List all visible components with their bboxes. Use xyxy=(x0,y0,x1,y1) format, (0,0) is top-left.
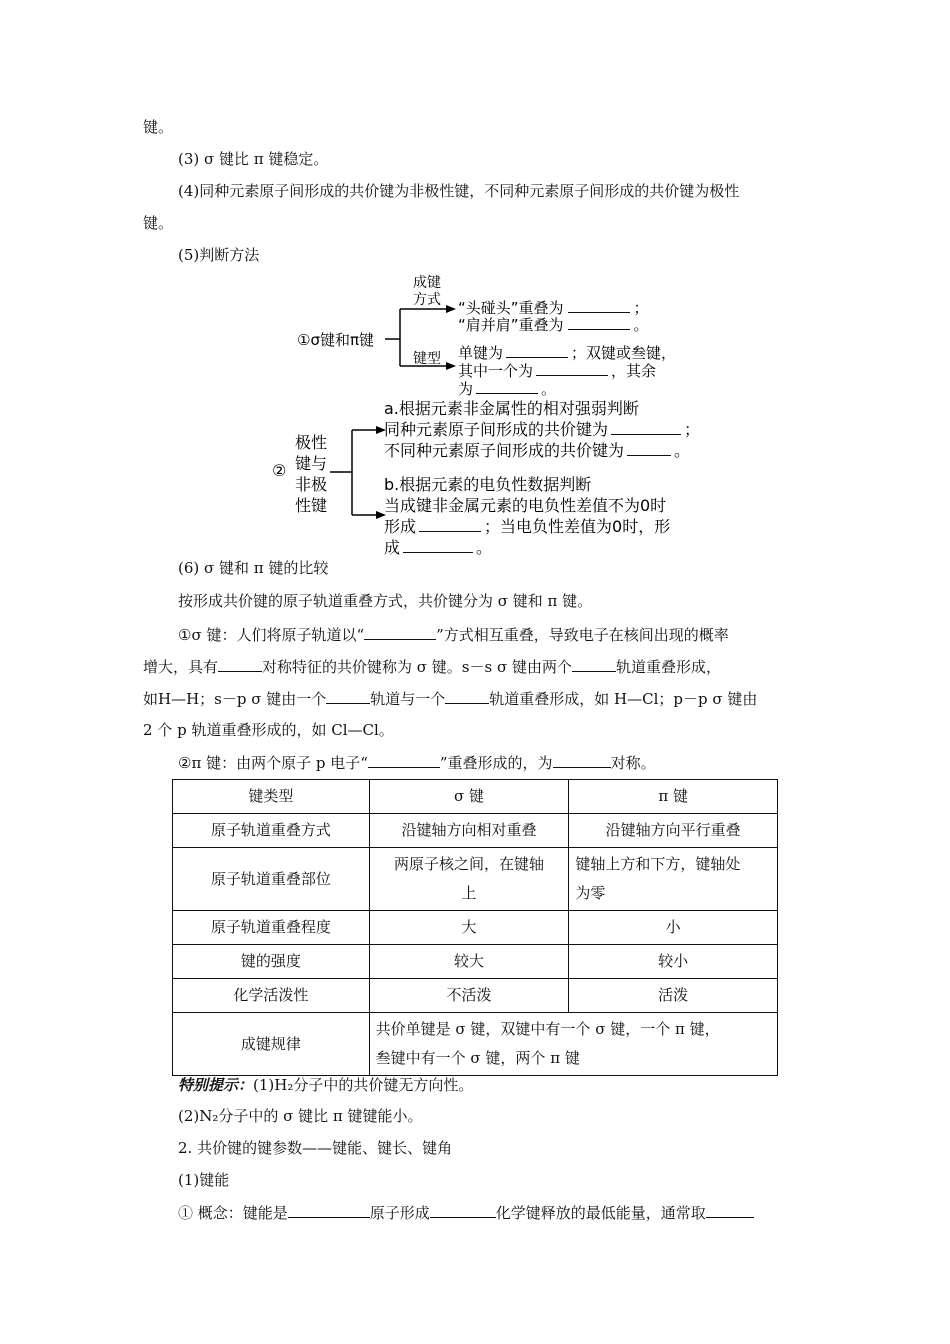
text-line: 按形成共价键的原子轨道重叠方式，共价键分为 σ 键和 π 键。 xyxy=(178,592,593,610)
answer-blank[interactable] xyxy=(288,1202,370,1218)
table-row xyxy=(173,979,778,1013)
diagram-line: 当成键非金属元素的电负性差值不为0时 xyxy=(384,496,667,515)
table-row xyxy=(173,814,778,848)
polar-label: 非极 xyxy=(295,475,328,494)
answer-blank[interactable] xyxy=(364,624,436,640)
table-cell: 共价单键是 σ 键，双键中有一个 σ 键，一个 π 键， 叁键中有一个 σ 键，两个 π 键 xyxy=(369,1013,777,1076)
table-cell: 活泼 xyxy=(569,979,778,1013)
answer-blank[interactable] xyxy=(430,1202,496,1218)
diagram-line: “肩并肩”重叠为 。 xyxy=(458,316,649,334)
text-line: (5)判断方法 xyxy=(178,246,260,264)
table-cell: 小 xyxy=(569,911,778,945)
table-row xyxy=(173,1013,778,1076)
answer-blank[interactable] xyxy=(218,656,262,672)
text-line: 2 个 p 轨道重叠形成的，如 Cl—Cl。 xyxy=(143,721,394,739)
answer-blank[interactable] xyxy=(326,688,370,704)
table-cell: 沿键轴方向相对重叠 xyxy=(369,814,569,848)
table-header: 键类型 xyxy=(173,780,370,814)
tip-label: 特别提示： xyxy=(178,1076,254,1094)
answer-blank[interactable] xyxy=(445,688,489,704)
table-cell: 键的强度 xyxy=(173,945,370,979)
table-header: σ 键 xyxy=(369,780,569,814)
text-line: (4)同种元素原子间形成的共价键为非极性键，不同种元素原子间形成的共价键为极性 xyxy=(178,182,740,200)
table-cell: 较大 xyxy=(369,945,569,979)
table-row xyxy=(173,911,778,945)
bond-mode-label: 成键 xyxy=(413,275,441,291)
answer-blank[interactable] xyxy=(506,342,568,358)
table-cell: 不活泼 xyxy=(369,979,569,1013)
text-line: (1)键能 xyxy=(178,1171,230,1189)
polar-label: 键与 xyxy=(295,454,328,473)
table-cell: 键轴上方和下方，键轴处 为零 xyxy=(569,848,778,911)
bond-mode-label: 方式 xyxy=(413,292,441,308)
text-line: (2)N₂分子中的 σ 键比 π 键键能小。 xyxy=(178,1107,423,1125)
text-line: ②π 键：由两个原子 p 电子“ ”重叠形成的，为 对称。 xyxy=(178,754,656,772)
section-title: (6) σ 键和 π 键的比较 xyxy=(178,559,329,577)
answer-blank[interactable] xyxy=(368,752,440,768)
answer-blank[interactable] xyxy=(706,1202,754,1218)
answer-blank[interactable] xyxy=(568,314,630,330)
table-cell: 化学活泼性 xyxy=(173,979,370,1013)
answer-blank[interactable] xyxy=(572,656,616,672)
diagram-line: 形成 ；当电负性差值为0时，形 xyxy=(384,517,671,536)
table-row xyxy=(173,848,778,911)
answer-blank[interactable] xyxy=(403,537,473,553)
table-header: π 键 xyxy=(569,780,778,814)
answer-blank[interactable] xyxy=(627,440,671,456)
text-line: 如H—H；s－p σ 键由一个 轨道与一个 轨道重叠形成，如 H—Cl；p－p σ 键由 xyxy=(143,690,758,708)
polar-label: 极性 xyxy=(295,433,328,452)
answer-blank[interactable] xyxy=(611,419,681,435)
diagram-line: 单键为 ；双键或叁键， xyxy=(458,344,677,362)
diagram-line: 为 。 xyxy=(458,380,557,398)
table-cell: 原子轨道重叠方式 xyxy=(173,814,370,848)
table-cell: 原子轨道重叠部位 xyxy=(173,848,370,911)
polar-number: ② xyxy=(272,461,287,480)
answer-blank[interactable] xyxy=(476,378,538,394)
diagram-line: 不同种元素原子间形成的共价键为 。 xyxy=(384,441,691,460)
table-cell: 沿键轴方向平行重叠 xyxy=(569,814,778,848)
diagram-line: b.根据元素的电负性数据判断 xyxy=(384,475,592,494)
text-line: 键。 xyxy=(143,118,174,136)
table-cell: 原子轨道重叠程度 xyxy=(173,911,370,945)
diagram-line: “头碰头”重叠为 ； xyxy=(458,299,649,317)
answer-blank[interactable] xyxy=(568,297,630,313)
answer-blank[interactable] xyxy=(419,516,481,532)
diagram-line: 其中一个为 ，其余 xyxy=(458,362,657,380)
diagram-line: a.根据元素非金属性的相对强弱判断 xyxy=(384,399,639,418)
table-header-row xyxy=(173,780,778,814)
table-cell: 成键规律 xyxy=(173,1013,370,1076)
answer-blank[interactable] xyxy=(553,752,611,768)
text-line: (3) σ 键比 π 键稳定。 xyxy=(178,150,329,168)
section-title: 2. 共价键的键参数——键能、键长、键角 xyxy=(178,1139,453,1157)
table-row xyxy=(173,945,778,979)
text-line: ①σ 键：人们将原子轨道以“ ”方式相互重叠，导致电子在核间出现的概率 xyxy=(178,626,729,644)
text-line: ① 概念：键能是 原子形成 化学键释放的最低能量，通常取 xyxy=(178,1202,754,1223)
polar-label: 性键 xyxy=(295,496,328,515)
answer-blank[interactable] xyxy=(536,360,608,376)
table-cell: 两原子核之间，在键轴 上 xyxy=(369,848,569,911)
comparison-table xyxy=(172,779,778,1076)
tip-line: 特别提示：(1)H₂分子中的共价键无方向性。 xyxy=(178,1076,474,1094)
bond-type-label: 键型 xyxy=(413,351,441,367)
sigma-pi-label: ①σ键和π键 xyxy=(297,331,374,349)
text-line: 增大，具有 对称特征的共价键称为 σ 键。s－s σ 键由两个 轨道重叠形成， xyxy=(143,658,721,676)
table-cell: 大 xyxy=(369,911,569,945)
text-line: 键。 xyxy=(143,214,174,232)
diagram-line: 成 。 xyxy=(384,538,493,557)
table-cell: 较小 xyxy=(569,945,778,979)
diagram-line: 同种元素原子间形成的共价键为 ； xyxy=(384,420,701,439)
